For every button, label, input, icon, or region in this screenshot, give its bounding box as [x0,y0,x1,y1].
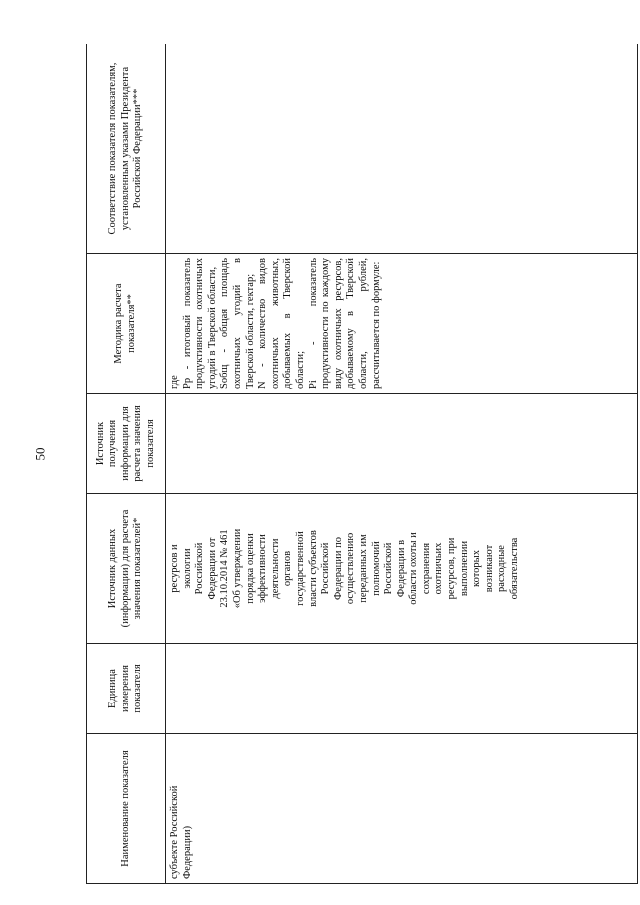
indicator-table [86,44,638,884]
header-compliance: Соответствие показателя показателям, установленным указами Президента Российской Федерации*** [87,44,166,254]
table-header-row [87,44,166,884]
cell-unit [166,644,638,734]
page-number: 50 [32,447,47,461]
cell-indicator-name: субъекте Российской Федерации) [166,734,638,884]
table-row [166,44,638,884]
header-info-source: Источник получения информации для расчета значения показателя [87,394,166,494]
cell-methodology: где Pр - итоговый показатель продуктивности охотничьих угодий в Тверской области, Sобщ - общая площадь охотничьих угодий в Тверской области, гектар; N - количество видов охотничьих животных, добываемых в Тверской области; Pi - показатель продуктивности по каждому виду охотничьих ресурсов, добываемому в Тверской области, рублей, рассчитывается по формуле: [166,254,638,394]
cell-data-source: ресурсов и экологии Российской Федерации от 23.10.2014 № 461 «Об утверждении порядка оценки эффективности деятельности органов государственной власти субъектов Российской Федерации по осуществлению переданных им полномочий Российской Федерации в области охоты и сохранения охотничьих ресурсов, при выполнении которых возникают расходные обязательства [166,494,638,644]
header-methodology: Методика расчета показателя** [87,254,166,394]
header-unit: Единица измерения показателя [87,644,166,734]
cell-info-source [166,394,638,494]
cell-compliance [166,44,638,254]
header-data-source: Источник данных (информации) для расчета значения показателей* [87,494,166,644]
header-indicator-name: Наименование показателя [87,734,166,884]
document-table-wrapper [86,44,638,884]
